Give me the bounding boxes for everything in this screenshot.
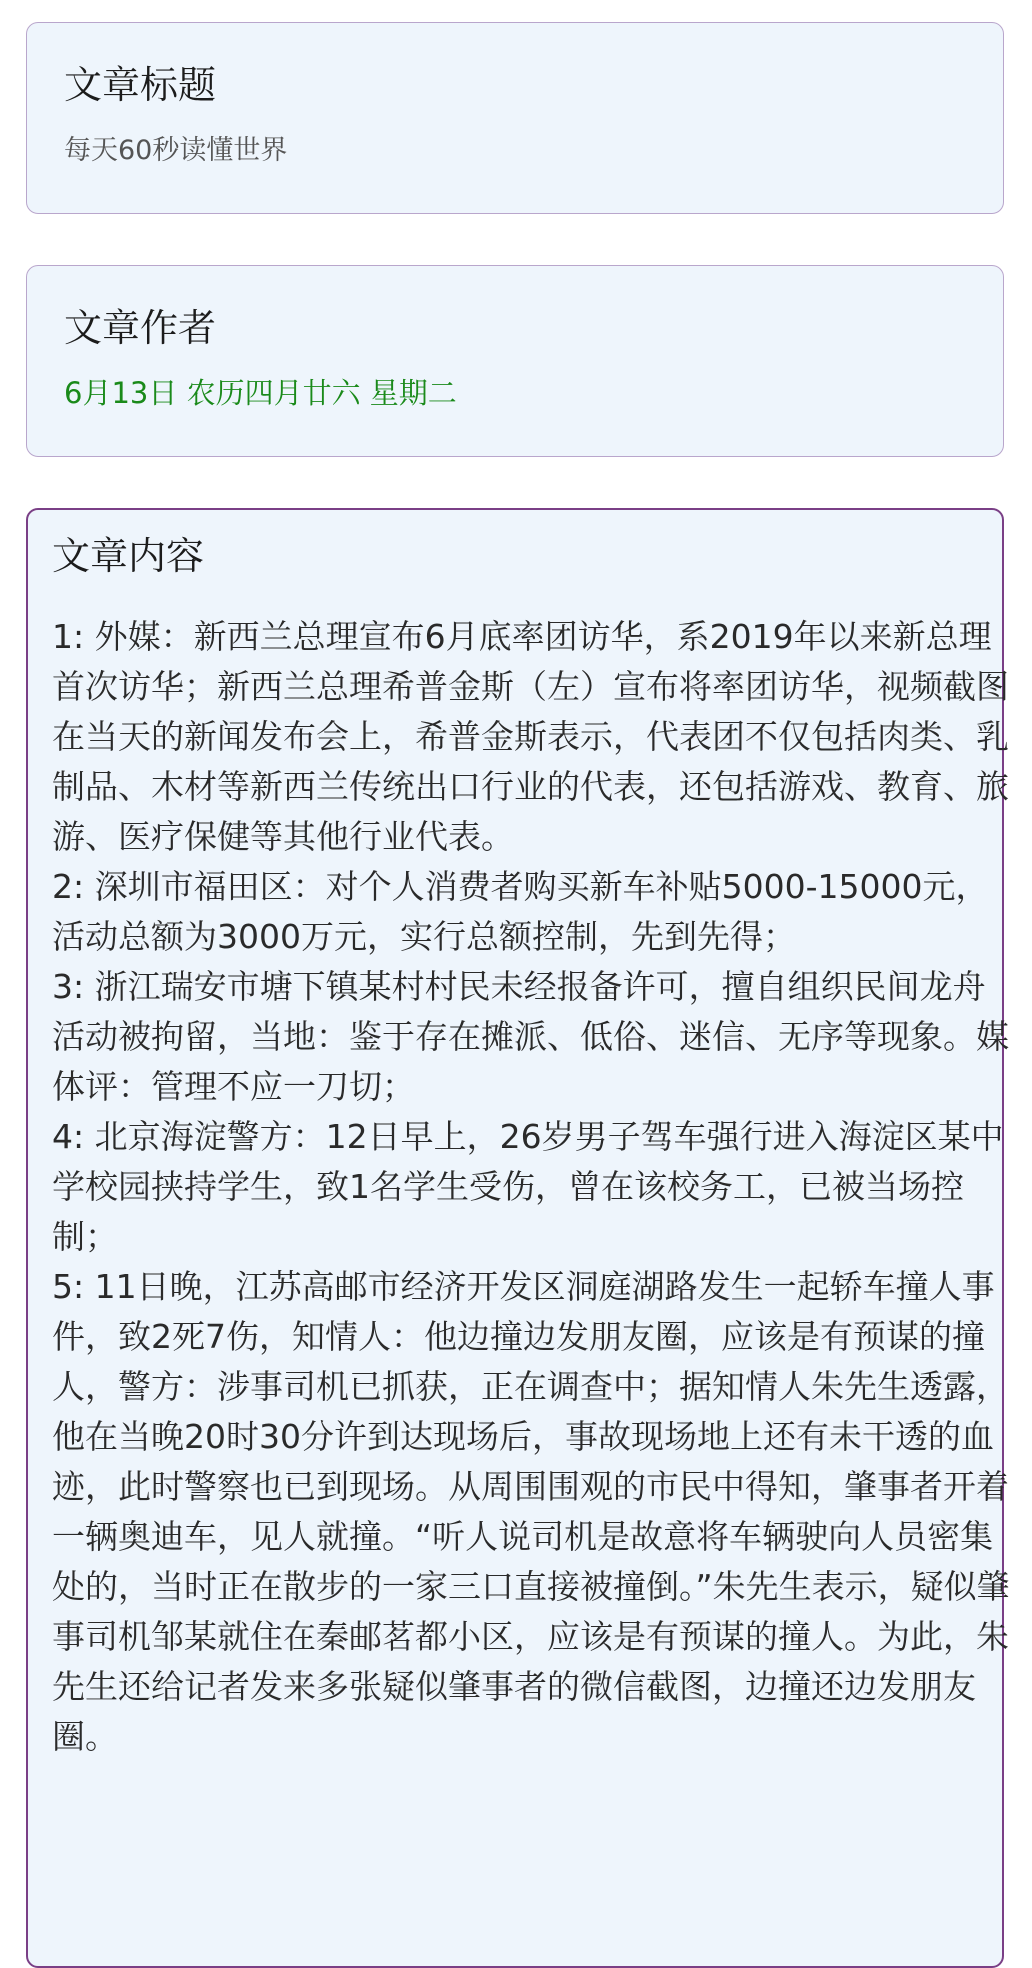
article-author-value: 6月13日 农历四月廿六 星期二 — [64, 376, 457, 410]
article-content-heading: 文章内容 — [52, 534, 205, 578]
article-title-value: 每天60秒读懂世界 — [64, 135, 288, 166]
article-title-card — [26, 22, 1004, 214]
news-item-2: 2: 深圳市福田区：对个人消费者购买新车补贴5000-15000元，活动总额为3000万元，实行总额控制，先到先得； — [52, 867, 989, 956]
news-item-5: 5: 11日晚，江苏高邮市经济开发区洞庭湖路发生一起轿车撞人事件，致2死7伤，知情人：他边撞边发朋友圈，应该是有预谋的撞人，警方：涉事司机已抓获，正在调查中；据知情人朱先生透露，他在当晚20时30分许到达现场后，事故现场地上还有未干透的血迹，此时警察也已到现场。从周围围观的市民中得知，肇事者开着一辆奥迪车，见人就撞。“听人说司机是故意将车辆驶向人员密集处的，当时正在散步的一家三口直接被撞倒。”朱先生表示，疑似肇事司机邹某就住在秦邮茗都小区，应该是有预谋的撞人。为此，朱先生还给记者发来多张疑似肇事者的微信截图，边撞还边发朋友圈。 — [52, 1267, 1010, 1756]
article-title-heading: 文章标题 — [64, 63, 217, 107]
article-author-card — [26, 265, 1004, 457]
news-item-1: 1: 外媒：新西兰总理宣布6月底率团访华，系2019年以来新总理首次访华；新西兰总理希普金斯（左）宣布将率团访华，视频截图在当天的新闻发布会上，希普金斯表示，代表团不仅包括肉类、乳制品、木材等新西兰传统出口行业的代表，还包括游戏、教育、旅游、医疗保健等其他行业代表。 — [52, 617, 1009, 856]
news-item-4: 4: 北京海淀警方：12日早上，26岁男子驾车强行进入海淀区某中学校园挟持学生，致1名学生受伤，曾在该校务工，已被当场控制； — [52, 1117, 1004, 1256]
article-content-body — [52, 612, 1012, 1762]
article-author-heading: 文章作者 — [64, 306, 217, 350]
news-item-3: 3: 浙江瑞安市塘下镇某村村民未经报备许可，擅自组织民间龙舟活动被拘留，当地：鉴于存在摊派、低俗、迷信、无序等现象。媒体评：管理不应一刀切； — [52, 967, 1009, 1106]
article-content-card — [26, 508, 1010, 1968]
